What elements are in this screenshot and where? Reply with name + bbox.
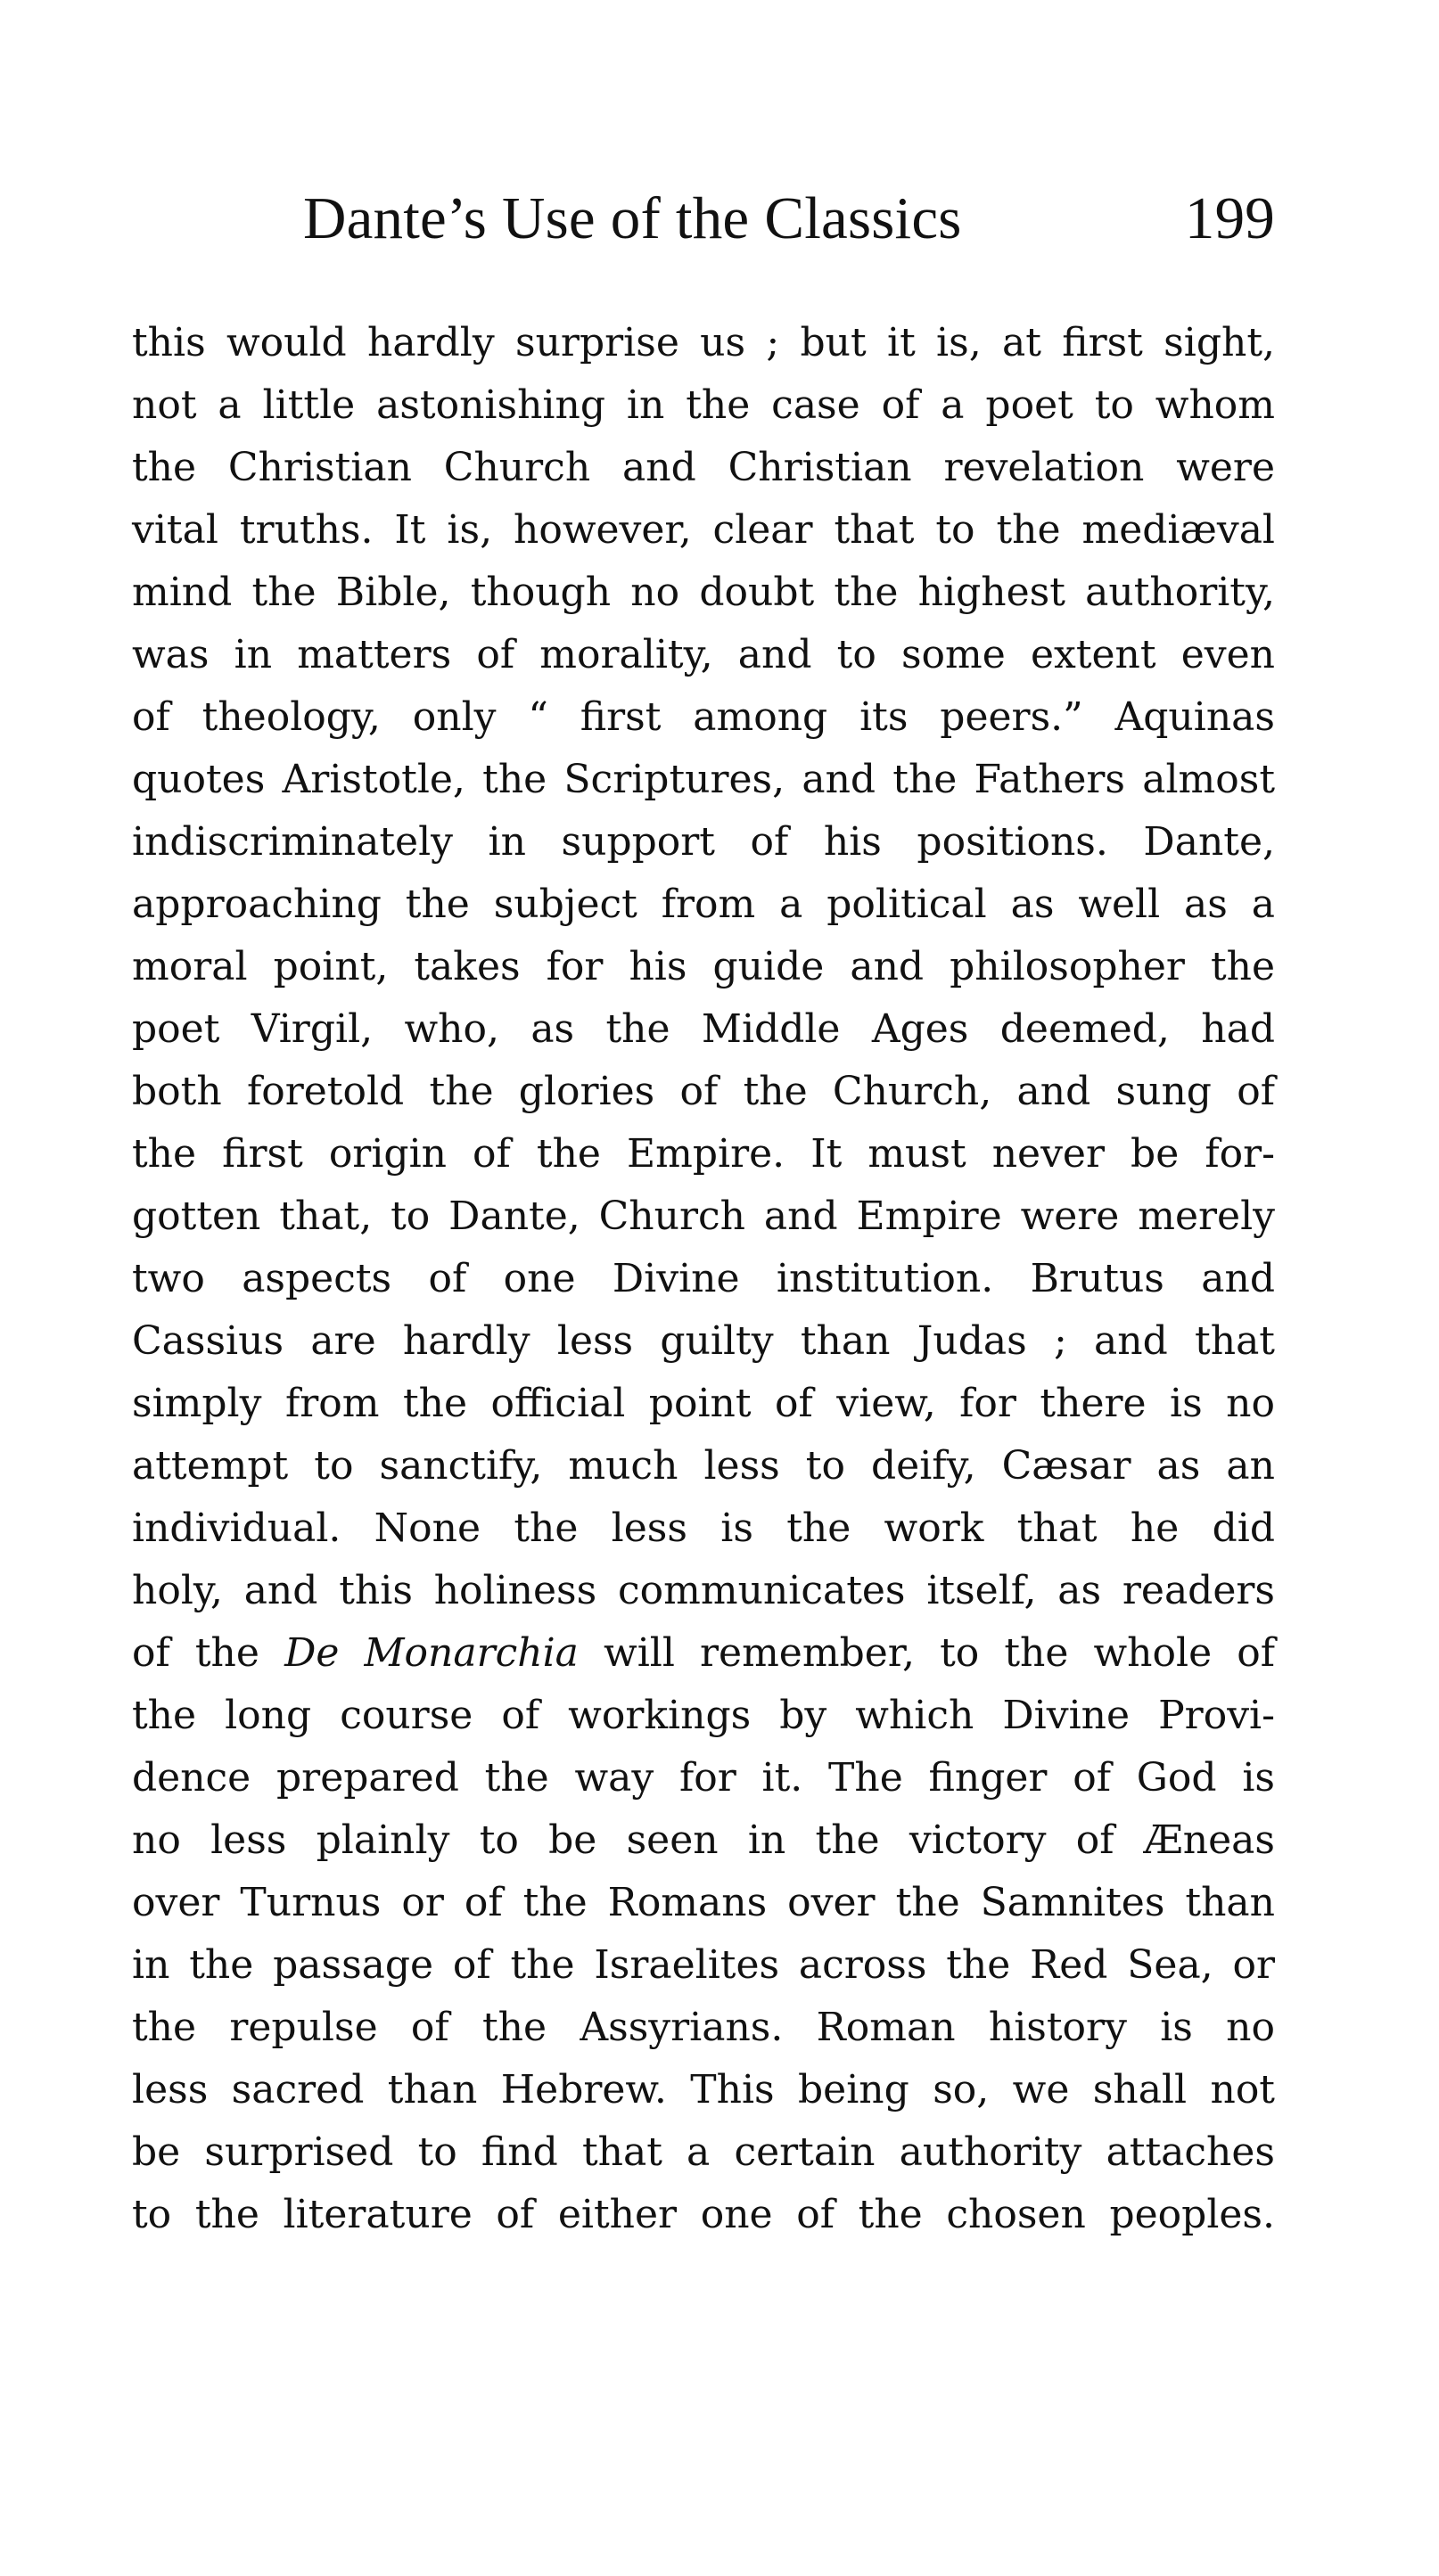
text-segment: of the	[132, 1630, 259, 1676]
text-line: of theology, only “ first among its peers.” Aquinas	[132, 694, 1275, 740]
text-line: moral point, takes for his guide and philosopher the	[132, 944, 1275, 989]
text-line: no less plainly to be seen in the victory of Æneas	[132, 1817, 1275, 1863]
running-head	[303, 178, 1275, 258]
text-line: poet Virgil, who, as the Middle Ages deemed, had	[132, 1006, 1275, 1052]
text-line: approaching the subject from a political as well as a	[132, 882, 1275, 927]
text-line-with-title	[132, 1622, 1275, 1685]
page-number: 199	[1184, 185, 1275, 251]
text-line: two aspects of one Divine institution. Brutus and	[132, 1256, 1275, 1301]
text-line: gotten that, to Dante, Church and Empire were merely	[132, 1194, 1275, 1239]
text-line: holy, and this holiness communicates itself, as readers	[132, 1568, 1275, 1613]
text-segment: will remember, to the whole of	[604, 1630, 1275, 1676]
text-line: less sacred than Hebrew. This being so, we shall not	[132, 2067, 1275, 2112]
text-line: the Christian Church and Christian revelation were	[132, 445, 1275, 490]
text-line: the repulse of the Assyrians. Roman history is no	[132, 2005, 1275, 2050]
text-line: this would hardly surprise us ; but it is, at first sight,	[132, 320, 1275, 365]
text-line: was in matters of morality, and to some extent even	[132, 632, 1275, 677]
text-line: in the passage of the Israelites across the Red Sea, or	[132, 1942, 1275, 1988]
text-line: attempt to sanctify, much less to deify, Cæsar as an	[132, 1443, 1275, 1489]
text-line: be surprised to find that a certain authority attaches	[132, 2129, 1275, 2175]
text-line: the long course of workings by which Divine Provi-	[132, 1693, 1275, 1738]
work-title-de-monarchia: De Monarchia	[284, 1630, 579, 1676]
text-line: vital truths. It is, however, clear that to the mediæval	[132, 507, 1275, 553]
text-line: indiscriminately in support of his positions. Dante,	[132, 819, 1275, 865]
text-line: quotes Aristotle, the Scriptures, and the Fathers almost	[132, 757, 1275, 802]
text-line: dence prepared the way for it. The finger of God is	[132, 1755, 1275, 1801]
text-line: mind the Bible, though no doubt the highest authority,	[132, 570, 1275, 615]
text-line: not a little astonishing in the case of a poet to whom	[132, 382, 1275, 428]
text-line: both foretold the glories of the Church, and sung of	[132, 1069, 1275, 1114]
text-line: to the literature of either one of the chosen peoples.	[132, 2192, 1275, 2237]
text-line: individual. None the less is the work that he did	[132, 1505, 1275, 1551]
text-line: over Turnus or of the Romans over the Samnites than	[132, 1880, 1275, 1925]
text-line: Cassius are hardly less guilty than Judas ; and that	[132, 1318, 1275, 1364]
body-text	[132, 312, 1275, 2246]
running-title: Dante’s Use of the Classics	[303, 185, 962, 251]
text-line: simply from the official point of view, for there is no	[132, 1381, 1275, 1426]
text-line: the first origin of the Empire. It must never be for-	[132, 1131, 1275, 1177]
